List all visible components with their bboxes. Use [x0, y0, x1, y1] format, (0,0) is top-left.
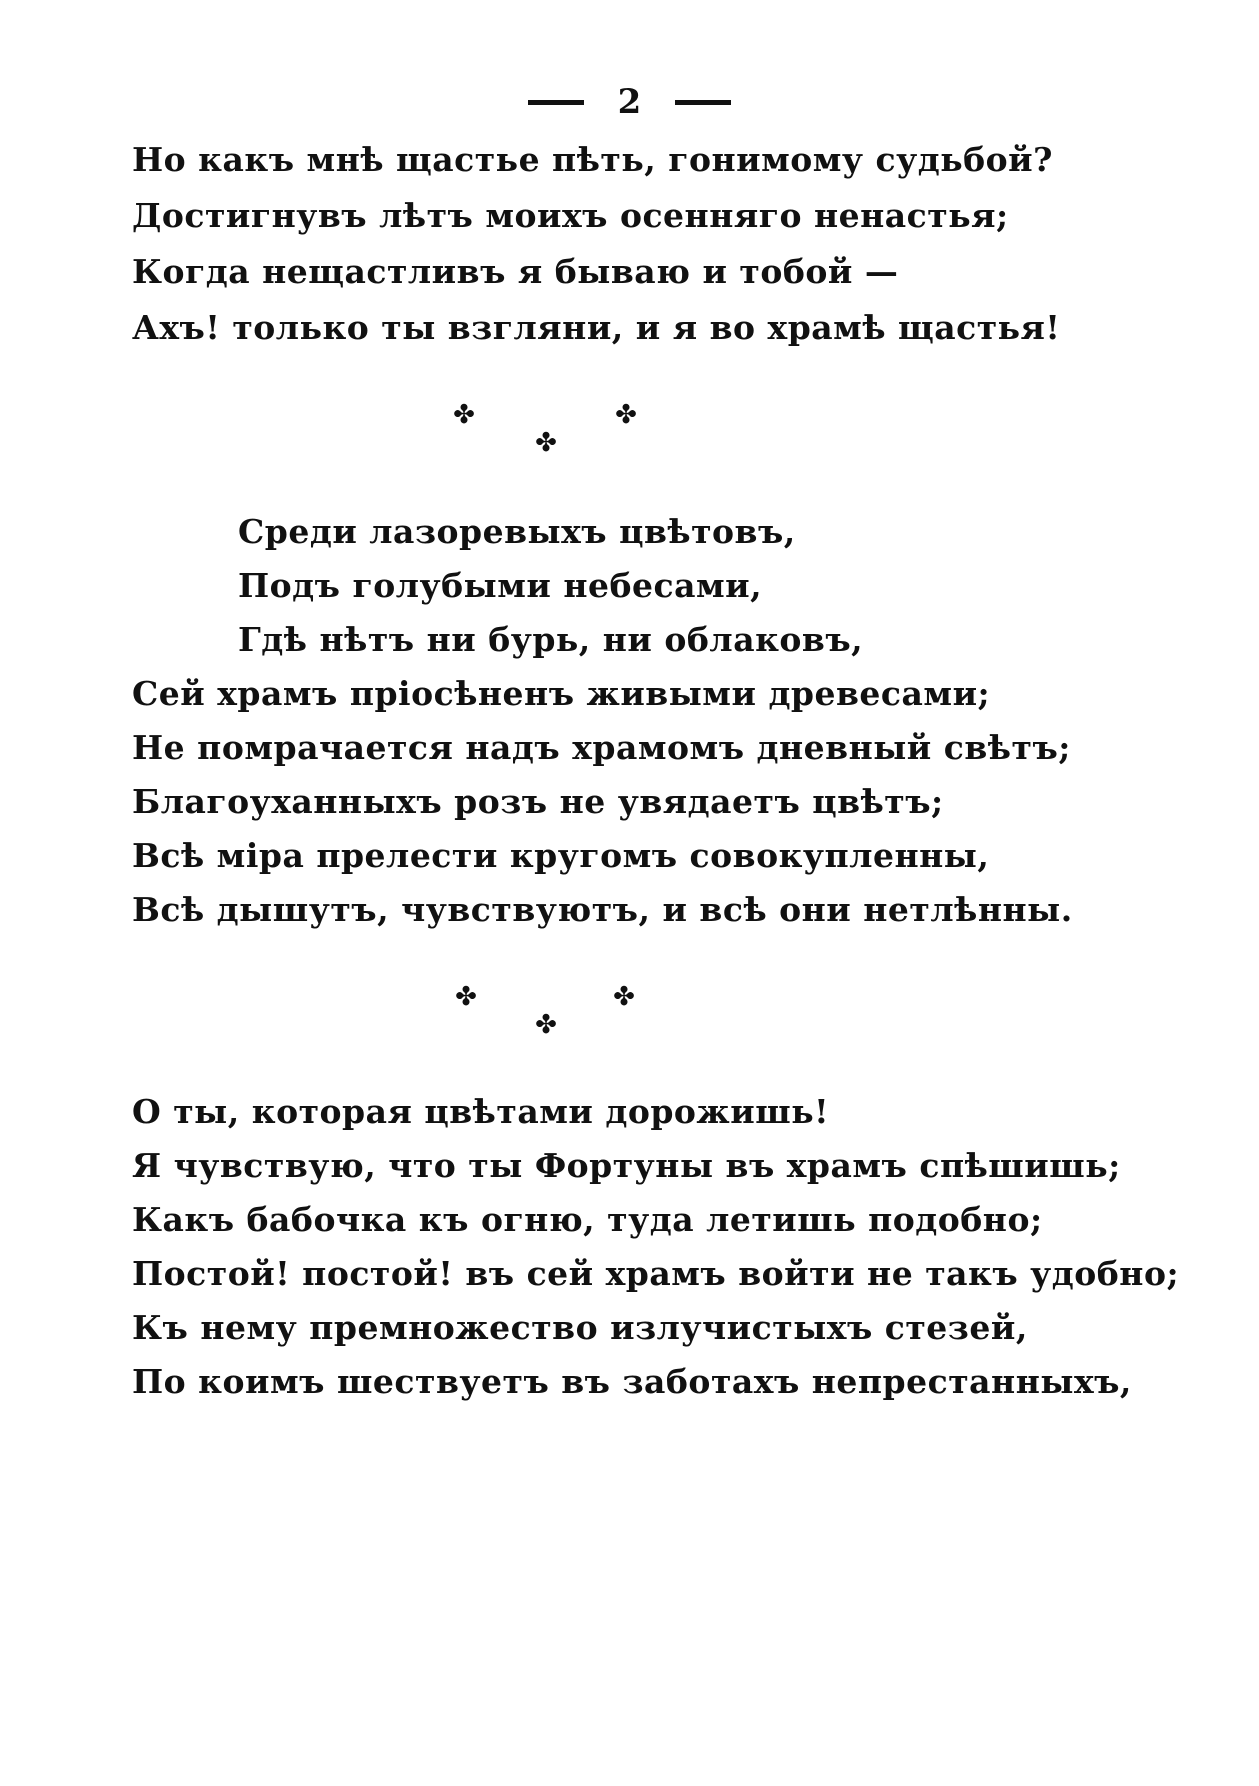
- verse-line: Когда нещастливъ я бываю и тобой —: [132, 252, 899, 291]
- ornament-icon: ✤: [535, 1010, 557, 1040]
- verse-line: Но какъ мнѣ щастье пѣть, гонимому судьбой?: [132, 140, 1053, 179]
- verse-line: Всѣ дышутъ, чувствуютъ, и всѣ они нетлѣнны.: [132, 890, 1073, 929]
- verse-line: Какъ бабочка къ огню, туда летишь подобно;: [132, 1200, 1043, 1239]
- verse-line: Благоуханныхъ розъ не увядаетъ цвѣтъ;: [132, 782, 944, 821]
- verse-line: Ахъ! только ты взгляни, и я во храмѣ щастья!: [132, 308, 1061, 347]
- ornament-icon: ✤: [615, 400, 637, 430]
- ornament-icon: ✤: [535, 428, 557, 458]
- verse-line: Сей храмъ пріосѣненъ живыми древесами;: [132, 674, 991, 713]
- page-header: [0, 82, 1259, 122]
- verse-line: Не помрачается надъ храмомъ дневный свѣтъ;: [132, 728, 1071, 767]
- verse-line: По коимъ шествуетъ въ заботахъ непрестанныхъ,: [132, 1362, 1132, 1401]
- header-dash-left: [528, 100, 584, 105]
- verse-line: Гдѣ нѣтъ ни бурь, ни облаковъ,: [238, 620, 864, 659]
- verse-line: Я чувствую, что ты Фортуны въ храмъ спѣшишь;: [132, 1146, 1121, 1185]
- verse-line: О ты, которая цвѣтами дорожишь!: [132, 1092, 830, 1131]
- page-number: 2: [617, 82, 642, 122]
- ornament-icon: ✤: [453, 400, 475, 430]
- ornament-icon: ✤: [455, 982, 477, 1012]
- header-dash-right: [675, 100, 731, 105]
- verse-line: Постой! постой! въ сей храмъ войти не такъ удобно;: [132, 1254, 1180, 1293]
- verse-line: Достигнувъ лѣтъ моихъ осенняго ненастья;: [132, 196, 1009, 235]
- ornament-icon: ✤: [613, 982, 635, 1012]
- verse-line: Всѣ міра прелести кругомъ совокупленны,: [132, 836, 990, 875]
- verse-line: Къ нему премножество излучистыхъ стезей,: [132, 1308, 1028, 1347]
- verse-line: Подъ голубыми небесами,: [238, 566, 763, 605]
- verse-line: Среди лазоревыхъ цвѣтовъ,: [238, 512, 796, 551]
